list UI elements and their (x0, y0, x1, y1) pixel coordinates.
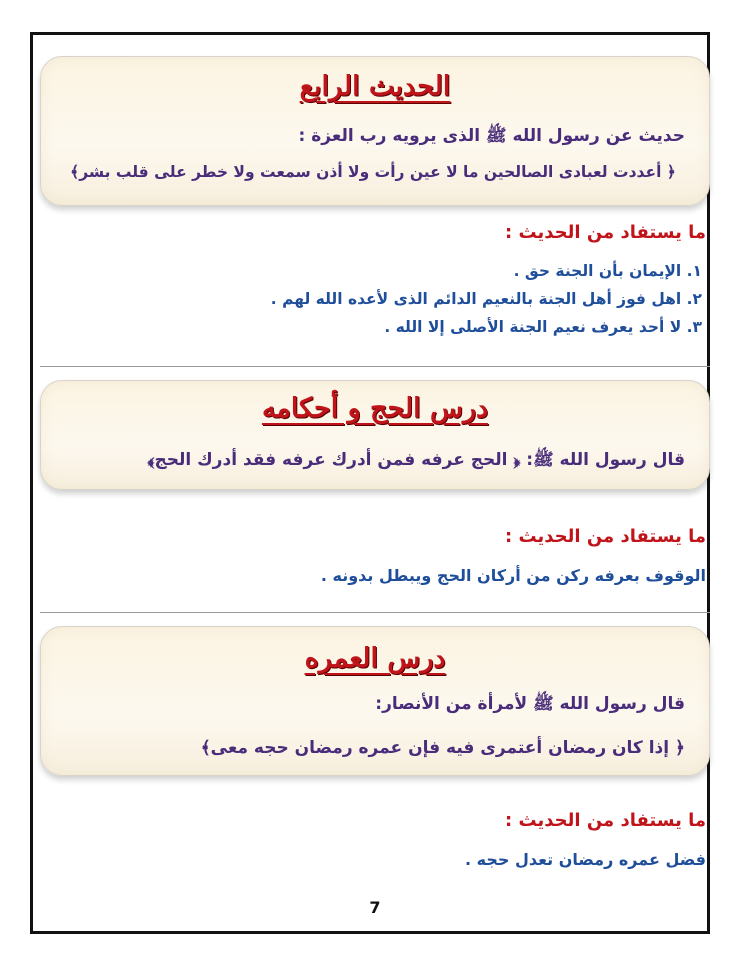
benefit-item: ١. الإيمان بأن الجنة حق . (513, 262, 702, 280)
benefit-item: ٣. لا أحد يعرف نعيم الجنة الأصلى إلا الله . (384, 318, 702, 336)
benefit-heading: ما يستفاد من الحديث : (505, 810, 706, 831)
title-text: الحديث الرابع (299, 71, 451, 102)
benefit-text: الوقوف بعرفه ركن من أركان الحج ويبطل بدونه . (320, 566, 706, 585)
hajj-card (40, 380, 710, 490)
benefit-heading: ما يستفاد من الحديث : (505, 222, 706, 243)
section-divider (40, 366, 710, 367)
benefit-item: ٢. اهل فوز أهل الجنة بالنعيم الدائم الذى لأعده الله لهم . (270, 290, 702, 308)
benefit-heading: ما يستفاد من الحديث : (505, 526, 706, 547)
page-number: 7 (369, 898, 381, 917)
hadith-line: قال رسول الله ﷺ: ﴿ الحج عرفه فمن أدرك عرفه فقد أدرك الحج﴾ (147, 450, 685, 470)
card-title (41, 393, 709, 424)
title-text: درس الحج و أحكامه (261, 393, 489, 424)
hadith-intro: حديث عن رسول الله ﷺ الذى يرويه رب العزة : (298, 126, 685, 146)
benefit-text: فضل عمره رمضان تعدل حجه . (465, 850, 706, 869)
umrah-card (40, 626, 710, 776)
title-text: درس العمره (304, 643, 446, 674)
hadith-quote: ﴿ إذا كان رمضان أعتمرى فيه فإن عمره رمضان حجه معى﴾ (200, 738, 685, 758)
card-title (41, 71, 709, 102)
hadith-intro: قال رسول الله ﷺ لأمرأة من الأنصار: (375, 694, 685, 714)
hadith-quote: ﴿ أعددت لعبادى الصالحين ما لا عين رأت ولا أذن سمعت ولا خطر على قلب بشر﴾ (70, 163, 676, 181)
card-title (41, 643, 709, 674)
hadith-card-1 (40, 56, 710, 206)
section-divider (40, 612, 710, 613)
